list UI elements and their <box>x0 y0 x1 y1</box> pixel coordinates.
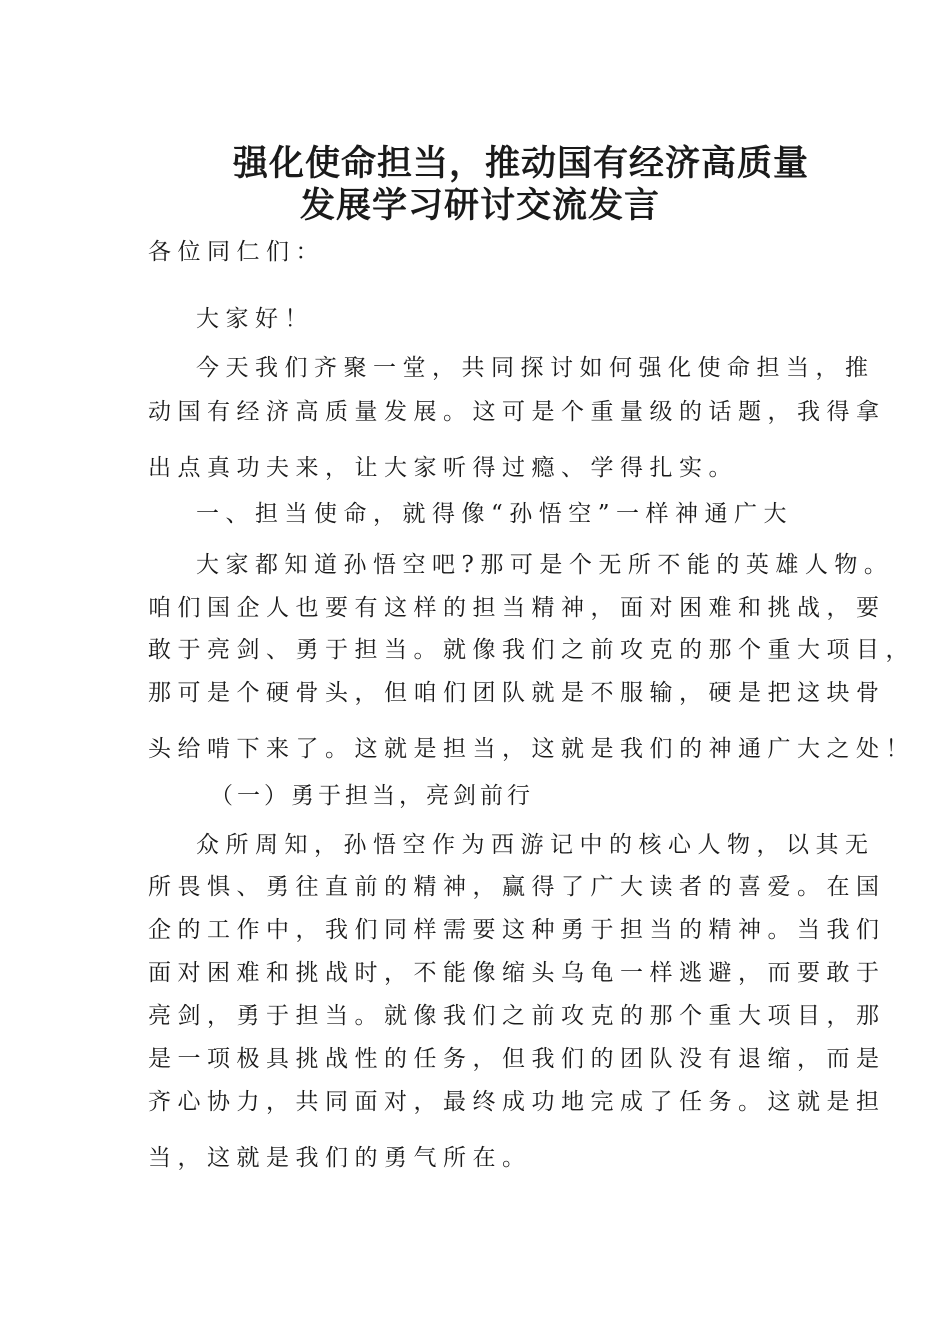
paragraph-line: 齐心协力，共同面对，最终成功地完成了任务。这就是担 <box>148 1089 886 1115</box>
document-title-line-1: 强化使命担当，推动国有经济高质量 <box>233 144 810 184</box>
salutation: 各位同仁们： <box>148 239 325 265</box>
greeting: 大家好！ <box>196 306 314 332</box>
paragraph-line: 面对困难和挑战时，不能像缩头乌龟一样逃避，而要敢于 <box>148 960 886 986</box>
paragraph-line: 当，这就是我们的勇气所在。 <box>148 1145 532 1171</box>
paragraph-line: 大家都知道孙悟空吧?那可是个无所不能的英雄人物。 <box>196 552 894 578</box>
paragraph-line: 出点真功夫来，让大家听得过瘾、学得扎实。 <box>148 455 738 481</box>
paragraph-line: 所畏惧、勇往直前的精神，赢得了广大读者的喜爱。在国 <box>148 874 886 900</box>
paragraph-line: 动国有经济高质量发展。这可是个重量级的话题，我得拿 <box>148 399 886 425</box>
paragraph-line: 众所周知，孙悟空作为西游记中的核心人物，以其无 <box>196 832 875 858</box>
paragraph-line: 咱们国企人也要有这样的担当精神，面对困难和挑战，要 <box>148 595 886 621</box>
paragraph-line: 敢于亮剑、勇于担当。就像我们之前攻克的那个重大项目， <box>148 637 915 663</box>
paragraph-line: 亮剑，勇于担当。就像我们之前攻克的那个重大项目，那 <box>148 1003 886 1029</box>
section-heading: 一、担当使命，就得像“孙悟空”一样神通广大 <box>196 501 794 527</box>
paragraph-line: 那可是个硬骨头，但咱们团队就是不服输，硬是把这块骨 <box>148 680 886 706</box>
paragraph-line: 企的工作中，我们同样需要这种勇于担当的精神。当我们 <box>148 917 886 943</box>
paragraph-line: 是一项极具挑战性的任务，但我们的团队没有退缩，而是 <box>148 1046 886 1072</box>
document-title-line-2: 发展学习研讨交流发言 <box>300 186 661 226</box>
paragraph-line: 今天我们齐聚一堂，共同探讨如何强化使命担当，推 <box>196 355 875 381</box>
paragraph-line: 头给啃下来了。这就是担当，这就是我们的神通广大之处！ <box>148 736 915 762</box>
subsection-heading: （一）勇于担当，亮剑前行 <box>210 783 534 809</box>
